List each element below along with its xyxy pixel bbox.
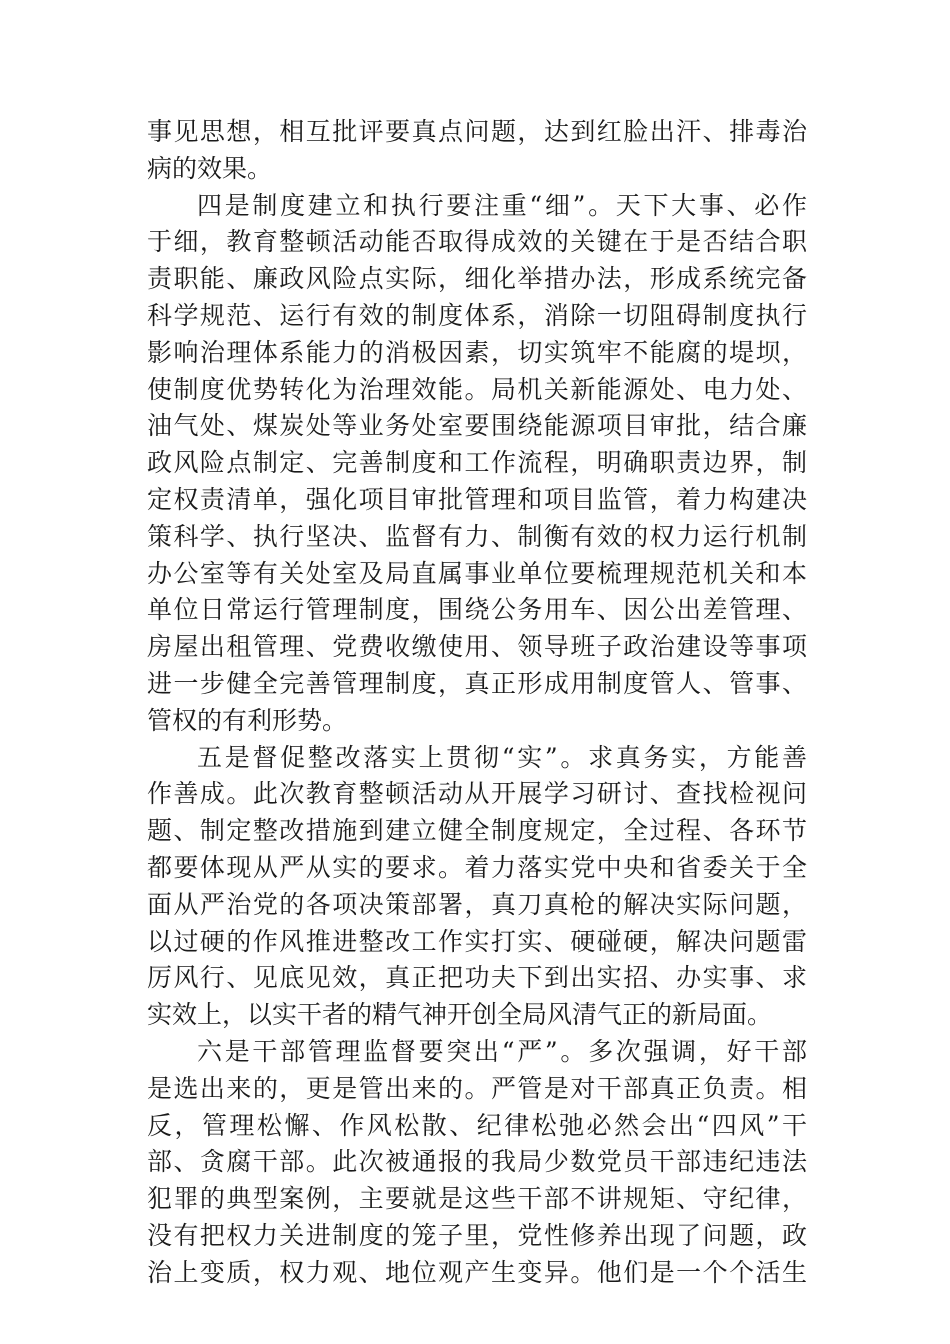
text-line: 责职能、廉政风险点实际，细化举措办法，形成系统完备 (147, 264, 807, 294)
document-body (147, 114, 807, 1292)
paragraph-four (147, 188, 807, 740)
text-line: 房屋出租管理、党费收缴使用、领导班子政治建设等事项 (147, 632, 807, 662)
text-line: 犯罪的典型案例，主要就是这些干部不讲规矩、守纪律， (147, 1184, 807, 1214)
text-line: 厉风行、见底见效，真正把功夫下到出实招、办实事、求 (147, 963, 807, 993)
text-line: 办公室等有关处室及局直属事业单位要梳理规范机关和本 (147, 558, 807, 588)
text-line: 定权责清单，强化项目审批管理和项目监管，着力构建决 (147, 484, 807, 514)
text-line: 病的效果。 (147, 153, 273, 183)
text-line: 部、贪腐干部。此次被通报的我局少数党员干部违纪违法 (147, 1147, 807, 1177)
text-line: 科学规范、运行有效的制度体系，消除一切阻碍制度执行 (147, 300, 807, 330)
text-line: 六是干部管理监督要突出“严”。多次强调，好干部 (197, 1036, 807, 1066)
text-line: 都要体现从严从实的要求。着力落实党中央和省委关于全 (147, 852, 807, 882)
text-line: 反，管理松懈、作风松散、纪律松弛必然会出“四风”干 (147, 1110, 807, 1140)
text-line: 油气处、煤炭处等业务处室要围绕能源项目审批，结合廉 (147, 411, 807, 441)
text-line: 事见思想，相互批评要真点问题，达到红脸出汗、排毒治 (147, 117, 807, 146)
text-line: 以过硬的作风推进整改工作实打实、硬碰硬，解决问题雷 (147, 926, 807, 956)
text-line: 是选出来的，更是管出来的。严管是对干部真正负责。相 (147, 1073, 807, 1103)
paragraph-six (147, 1034, 807, 1292)
text-line: 策科学、执行坚决、监督有力、制衡有效的权力运行机制 (147, 521, 807, 551)
paragraph-five (147, 740, 807, 1034)
text-line: 五是督促整改落实上贯彻“实”。求真务实，方能善 (197, 742, 807, 772)
text-line: 于细，教育整顿活动能否取得成效的关键在于是否结合职 (147, 227, 807, 257)
text-line: 四是制度建立和执行要注重“细”。天下大事、必作 (197, 190, 807, 220)
text-line: 没有把权力关进制度的笼子里，党性修养出现了问题，政 (147, 1220, 807, 1250)
text-line: 单位日常运行管理制度，围绕公务用车、因公出差管理、 (147, 595, 807, 625)
text-line: 影响治理体系能力的消极因素，切实筑牢不能腐的堤坝， (147, 337, 807, 367)
text-line: 面从严治党的各项决策部署，真刀真枪的解决实际问题， (147, 889, 807, 919)
text-line: 进一步健全完善管理制度，真正形成用制度管人、管事、 (147, 668, 807, 698)
text-line: 题、制定整改措施到建立健全制度规定，全过程、各环节 (147, 816, 807, 846)
text-line: 实效上，以实干者的精气神开创全局风清气正的新局面。 (147, 1000, 773, 1030)
text-line: 管权的有利形势。 (147, 705, 348, 735)
paragraph-continued (147, 114, 807, 188)
text-line: 作善成。此次教育整顿活动从开展学习研讨、查找检视问 (147, 779, 807, 809)
text-line: 治上变质，权力观、地位观产生变异。他们是一个个活生 (147, 1257, 807, 1287)
text-line: 使制度优势转化为治理效能。局机关新能源处、电力处、 (147, 374, 807, 404)
text-line: 政风险点制定、完善制度和工作流程，明确职责边界，制 (147, 448, 807, 478)
